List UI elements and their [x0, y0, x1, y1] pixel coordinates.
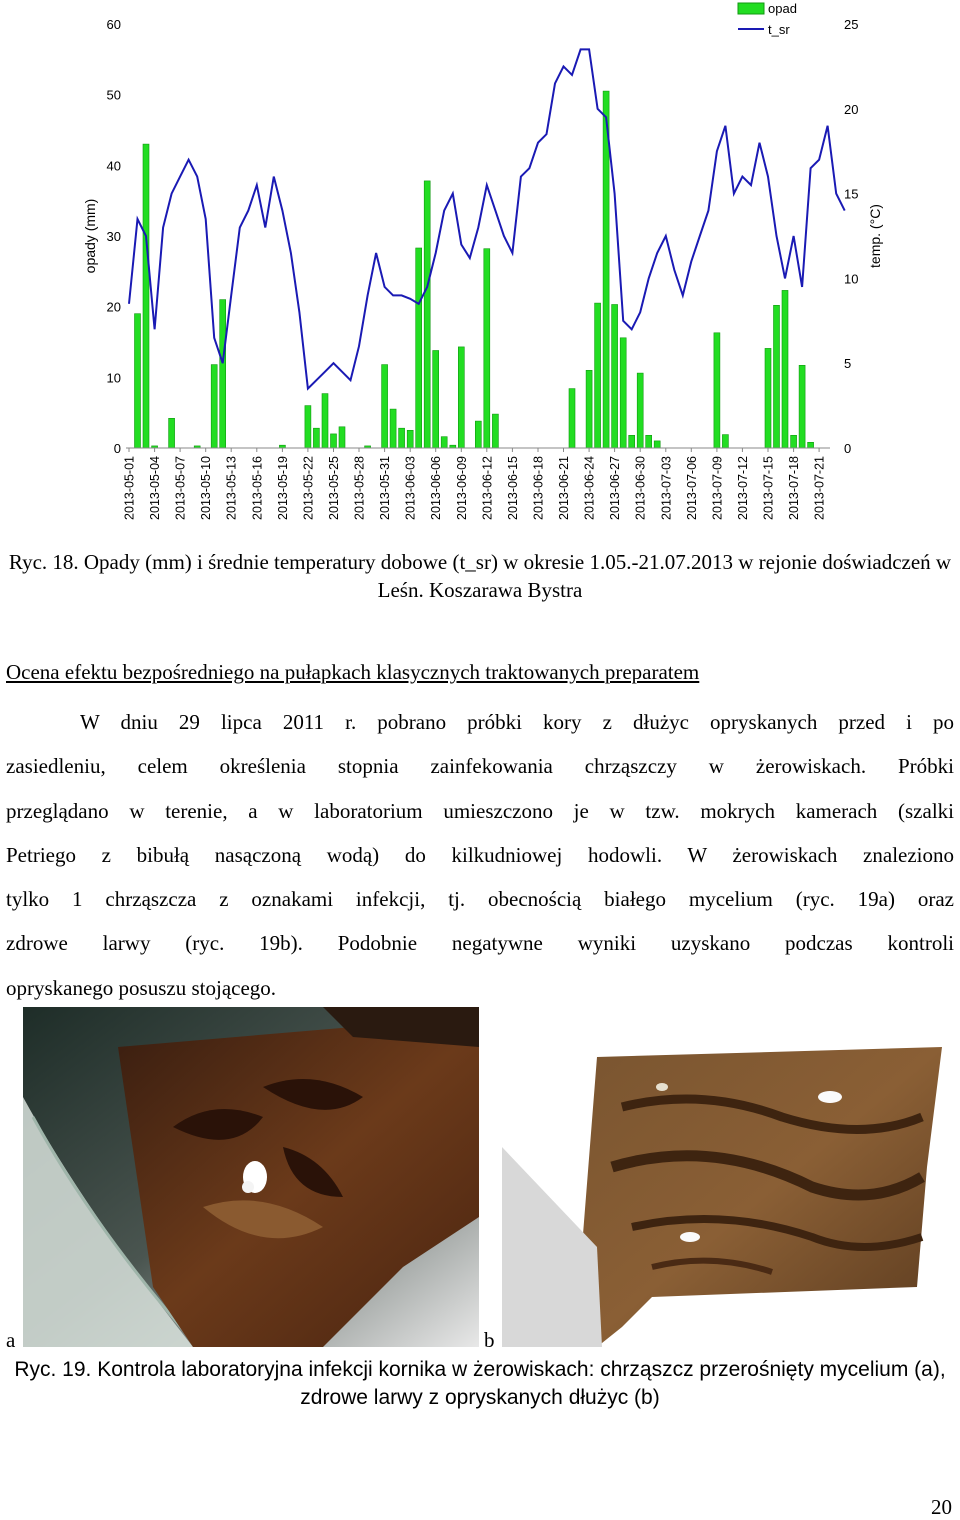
- legend: [738, 1, 797, 37]
- x-tick-label: 2013-06-09: [454, 456, 469, 520]
- x-tick-label: 2013-06-30: [633, 456, 648, 520]
- photo-b-label: b: [484, 1328, 495, 1352]
- paragraph-line: Petriego z bibułą nasączoną wodą) do kilkudniowej hodowli. W żerowiskach znaleziono: [6, 842, 954, 867]
- right-axis-label: temp. (°C): [867, 204, 883, 268]
- opad-bar: [475, 421, 481, 448]
- right-tick-label: 15: [844, 186, 859, 202]
- body-paragraph: [6, 700, 954, 1010]
- x-tick-label: 2013-07-18: [787, 456, 802, 520]
- x-tick-label: 2013-05-25: [327, 456, 341, 520]
- x-tick-label: 2013-06-12: [480, 456, 495, 520]
- right-tick-label: 0: [844, 441, 852, 456]
- x-tick-label: 2013-05-28: [352, 456, 367, 520]
- x-tick-label: 2013-05-13: [224, 456, 239, 520]
- x-tick-label: 2013-05-07: [173, 456, 188, 520]
- opad-bar: [458, 347, 464, 448]
- opad-bar: [765, 348, 771, 448]
- x-tick-label: 2013-07-03: [659, 456, 674, 520]
- x-tick-label: 2013-07-21: [812, 456, 827, 520]
- section-heading: Ocena efektu bezpośredniego na pułapkach klasycznych traktowanych preparatem: [6, 660, 700, 684]
- x-tick-label: 2013-06-06: [429, 456, 444, 520]
- opad-bar: [808, 442, 814, 448]
- page-number: 20: [931, 1495, 952, 1519]
- opad-bar: [637, 373, 643, 448]
- opad-bar: [782, 290, 788, 448]
- opad-bar: [722, 435, 728, 448]
- opad-bar: [220, 300, 226, 448]
- paragraph-line: zdrowe larwy (ryc. 19b). Podobnie negatywne wyniki uzyskano podczas kontroli: [6, 931, 954, 956]
- paragraph-line: W dniu 29 lipca 2011 r. pobrano próbki kory z dłużyc opryskanych przed i po: [80, 710, 954, 734]
- x-tick-label: 2013-06-03: [403, 456, 418, 520]
- opad-bar: [646, 435, 652, 448]
- opad-bar: [714, 333, 720, 448]
- photo-beetle-mycelium: [23, 1007, 479, 1347]
- precipitation-temperature-chart: [0, 0, 960, 540]
- figure-18-caption: Ryc. 18. Opady (mm) i średnie temperatury dobowe (t_sr) w okresie 1.05.-21.07.2013 w rejonie doświadczeń w Leśn. Koszarawa Bystra: [8, 550, 952, 602]
- opad-bar: [569, 389, 575, 448]
- paragraph-line: tylko 1 chrząszcza z oznakami infekcji, tj. obecnością białego mycelium (ryc. 19a) oraz: [6, 887, 954, 912]
- paragraph-line: przeglądano w terenie, a w laboratorium umieszczono je w tzw. mokrych kamerach (szalki: [6, 798, 954, 823]
- left-tick-label: 30: [106, 229, 121, 244]
- opad-bar: [424, 181, 430, 448]
- left-tick-label: 20: [106, 299, 121, 315]
- opad-bar: [390, 409, 396, 448]
- x-tick-label: 2013-05-22: [301, 456, 316, 520]
- opad-bar: [382, 365, 388, 448]
- opad-bar: [211, 365, 217, 448]
- opad-bar: [595, 303, 601, 448]
- legend-label-opad: opad: [768, 1, 797, 16]
- left-axis-ticks: [107, 17, 121, 456]
- photo-healthy-larvae: [502, 1047, 958, 1347]
- left-tick-label: 40: [106, 158, 121, 174]
- paragraph-line: zasiedleniu, celem określenia stopnia zainfekowania chrząszczy w żerowiskach. Próbki: [6, 754, 954, 779]
- right-tick-label: 10: [844, 271, 859, 287]
- opad-bar: [620, 338, 626, 448]
- legend-label-t_sr: t_sr: [768, 22, 790, 37]
- x-tick-label: 2013-05-04: [148, 456, 163, 520]
- photo-a-label: a: [6, 1328, 16, 1352]
- x-tick-label: 2013-06-24: [582, 456, 597, 520]
- opad-bar: [774, 305, 780, 448]
- opad-bar: [339, 427, 345, 448]
- right-axis-ticks: [844, 17, 858, 456]
- opad-bar: [586, 370, 592, 448]
- opad-bar: [492, 414, 498, 448]
- right-tick-label: 20: [844, 101, 859, 117]
- opad-bar: [433, 351, 439, 449]
- x-tick-label: 2013-06-21: [557, 456, 571, 520]
- left-axis-label: opady (mm): [82, 198, 98, 274]
- legend-swatch-opad: [738, 3, 764, 14]
- x-tick-label: 2013-05-16: [250, 456, 265, 520]
- opad-bars: [135, 91, 814, 448]
- opad-bar: [654, 441, 660, 448]
- left-tick-label: 10: [106, 370, 121, 386]
- opad-bar: [791, 435, 797, 448]
- opad-bar: [407, 430, 413, 448]
- opad-bar: [484, 249, 490, 448]
- x-tick-label: 2013-06-15: [505, 456, 520, 520]
- opad-bar: [399, 428, 405, 448]
- opad-bar: [799, 365, 805, 448]
- x-tick-label: 2013-07-12: [735, 456, 750, 520]
- opad-bar: [305, 406, 311, 448]
- x-tick-label: 2013-05-01: [122, 456, 137, 520]
- x-tick-label: 2013-05-19: [275, 456, 290, 520]
- opad-bar: [441, 437, 447, 448]
- opad-bar: [313, 428, 319, 448]
- opad-bar: [169, 418, 175, 448]
- left-tick-label: 0: [113, 441, 121, 456]
- x-tick-label: 2013-07-09: [710, 456, 725, 520]
- x-tick-label: 2013-05-31: [378, 456, 393, 520]
- opad-bar: [416, 248, 422, 448]
- figure-19-caption: Ryc. 19. Kontrola laboratoryjna infekcji kornika w żerowiskach: chrząszcz przerośnięty mycelium (a), zdrowe larwy z opryskanych dłużyc (b): [14, 1358, 946, 1409]
- x-axis-ticks: [123, 448, 827, 520]
- opad-bar: [135, 314, 141, 448]
- opad-bar: [143, 144, 149, 448]
- right-tick-label: 25: [844, 17, 859, 32]
- left-tick-label: 60: [106, 17, 121, 32]
- x-tick-label: 2013-06-27: [608, 456, 623, 520]
- opad-bar: [331, 434, 337, 448]
- x-tick-label: 2013-06-18: [531, 456, 546, 520]
- x-tick-label: 2013-05-10: [199, 456, 214, 520]
- opad-bar: [612, 305, 618, 449]
- right-tick-label: 5: [844, 356, 852, 372]
- opad-bar: [322, 394, 328, 448]
- x-tick-label: 2013-07-15: [761, 456, 776, 520]
- paragraph-line: opryskanego posuszu stojącego.: [6, 975, 277, 1000]
- left-tick-label: 50: [106, 87, 121, 103]
- opad-bar: [629, 435, 635, 448]
- x-tick-label: 2013-07-06: [684, 456, 699, 520]
